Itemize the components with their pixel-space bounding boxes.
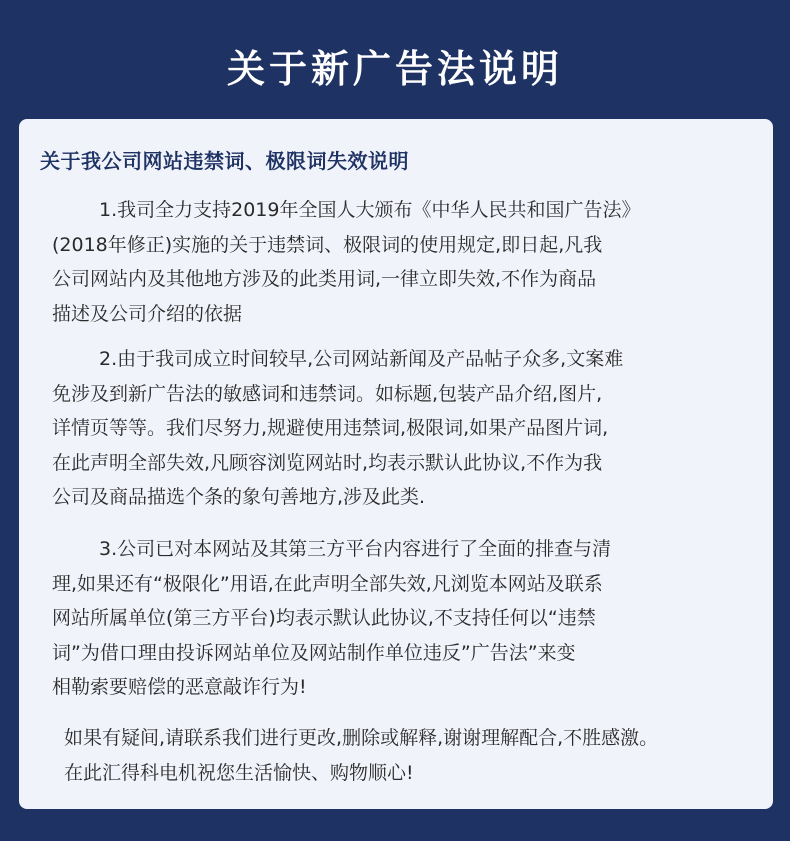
paragraph-2 — [52, 342, 742, 515]
paragraph-line: 描述及公司介绍的依据 — [52, 302, 243, 325]
paragraph-line: 2.由于我司成立时间较早,公司网站新闻及产品帖子众多,文案难 — [99, 348, 624, 370]
closing-line: 如果有疑间,请联系我们进行更改,删除或解释,谢谢理解配合,不胜感激。 — [64, 727, 659, 749]
page-title: 关于新广告法说明 — [226, 47, 563, 91]
paragraph-line: 公司及商品描选个条的象句善地方,涉及此类. — [52, 486, 426, 508]
paragraph-line: 相勒索要赔偿的恶意敲诈行为! — [52, 676, 307, 698]
paragraph-line: 理,如果还有“极限化”用语,在此声明全部失效,凡浏览本网站及联系 — [52, 572, 603, 595]
paragraph-line: 公司网站内及其他地方涉及的此类用词,一律立即失效,不作为商品 — [52, 268, 597, 290]
paragraph-line: 词”为借口理由投诉网站单位及网站制作单位违反”广告法”来变 — [52, 641, 576, 664]
paragraph-line: 免涉及到新广告法的敏感词和违禁词。如标题,包装产品介绍,图片, — [52, 382, 603, 405]
paragraph-line: 3.公司已对本网站及其第三方平台内容进行了全面的排查与清 — [99, 538, 612, 560]
paragraph-line: 网站所属单位(第三方平台)均表示默认此协议,不支持任何以“违禁 — [52, 607, 596, 629]
closing-text — [64, 721, 764, 791]
notice-subtitle: 关于我公司网站违禁词、极限词失效说明 — [40, 149, 409, 173]
paragraph-3 — [52, 532, 742, 705]
paragraph-1 — [52, 193, 742, 331]
paragraph-line: 在此声明全部失效,凡顾容浏览网站时,均表示默认此协议,不作为我 — [52, 451, 603, 474]
closing-line: 在此汇得科电机祝您生活愉快、购物顺心! — [64, 762, 414, 784]
paragraph-line: 1.我司全力支持2019年全国人大颁布《中华人民共和国广告法》 — [99, 199, 641, 221]
paragraph-line: (2018年修正)实施的关于违禁词、极限词的使用规定,即日起,凡我 — [52, 233, 603, 256]
paragraph-line: 详情页等等。我们尽努力,规避使用违禁词,极限词,如果产品图片词, — [52, 417, 609, 439]
